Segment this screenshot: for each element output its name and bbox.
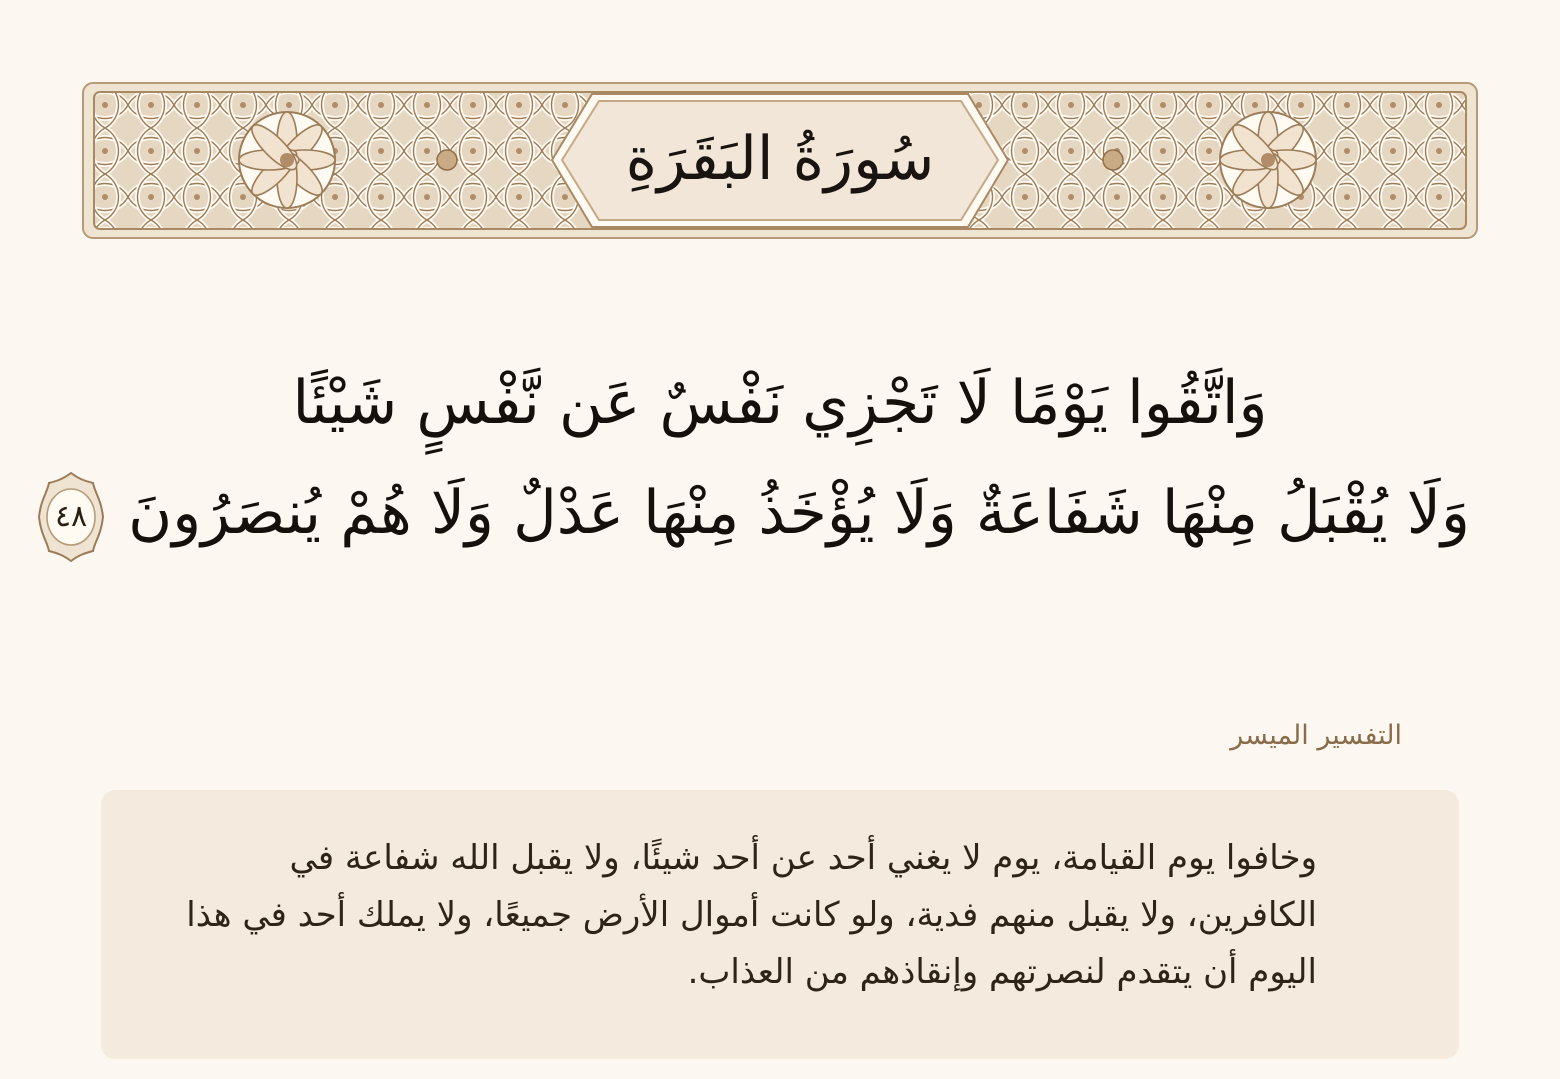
tafsir-box (101, 790, 1459, 1059)
tafsir-text: وخافوا يوم القيامة، يوم لا يغني أحد عن أحد شيئًا، ولا يقبل الله شفاعة في الكافرين، ولا يقبل منهم فدية، ولو كانت أموال الأرض جميعًا، ولا يملك أحد في هذا اليوم أن يتقدم لنصرتهم وإنقاذهم من العذاب. (186, 838, 1317, 992)
surah-header-banner (82, 82, 1478, 239)
surah-title: سُورَةُ البَقَرَةِ (625, 124, 935, 194)
verse-text (54, 348, 1470, 568)
ayah-number: ٤٨ (54, 499, 88, 535)
verse-line-1: وَاتَّقُوا يَوْمًا لَا تَجْزِي نَفْسٌ عَن نَّفْسٍ شَيْئًا (292, 368, 1268, 438)
tafsir-label: التفسير الميسر (1230, 720, 1402, 751)
ayah-end-rosette-icon (37, 471, 105, 563)
verse-line-2-text: وَلَا يُقْبَلُ مِنْهَا شَفَاعَةٌ وَلَا يُؤْخَذُ مِنْهَا عَدْلٌ وَلَا هُمْ يُنصَرُونَ (128, 478, 1470, 548)
verse-line-2 (54, 458, 1470, 568)
